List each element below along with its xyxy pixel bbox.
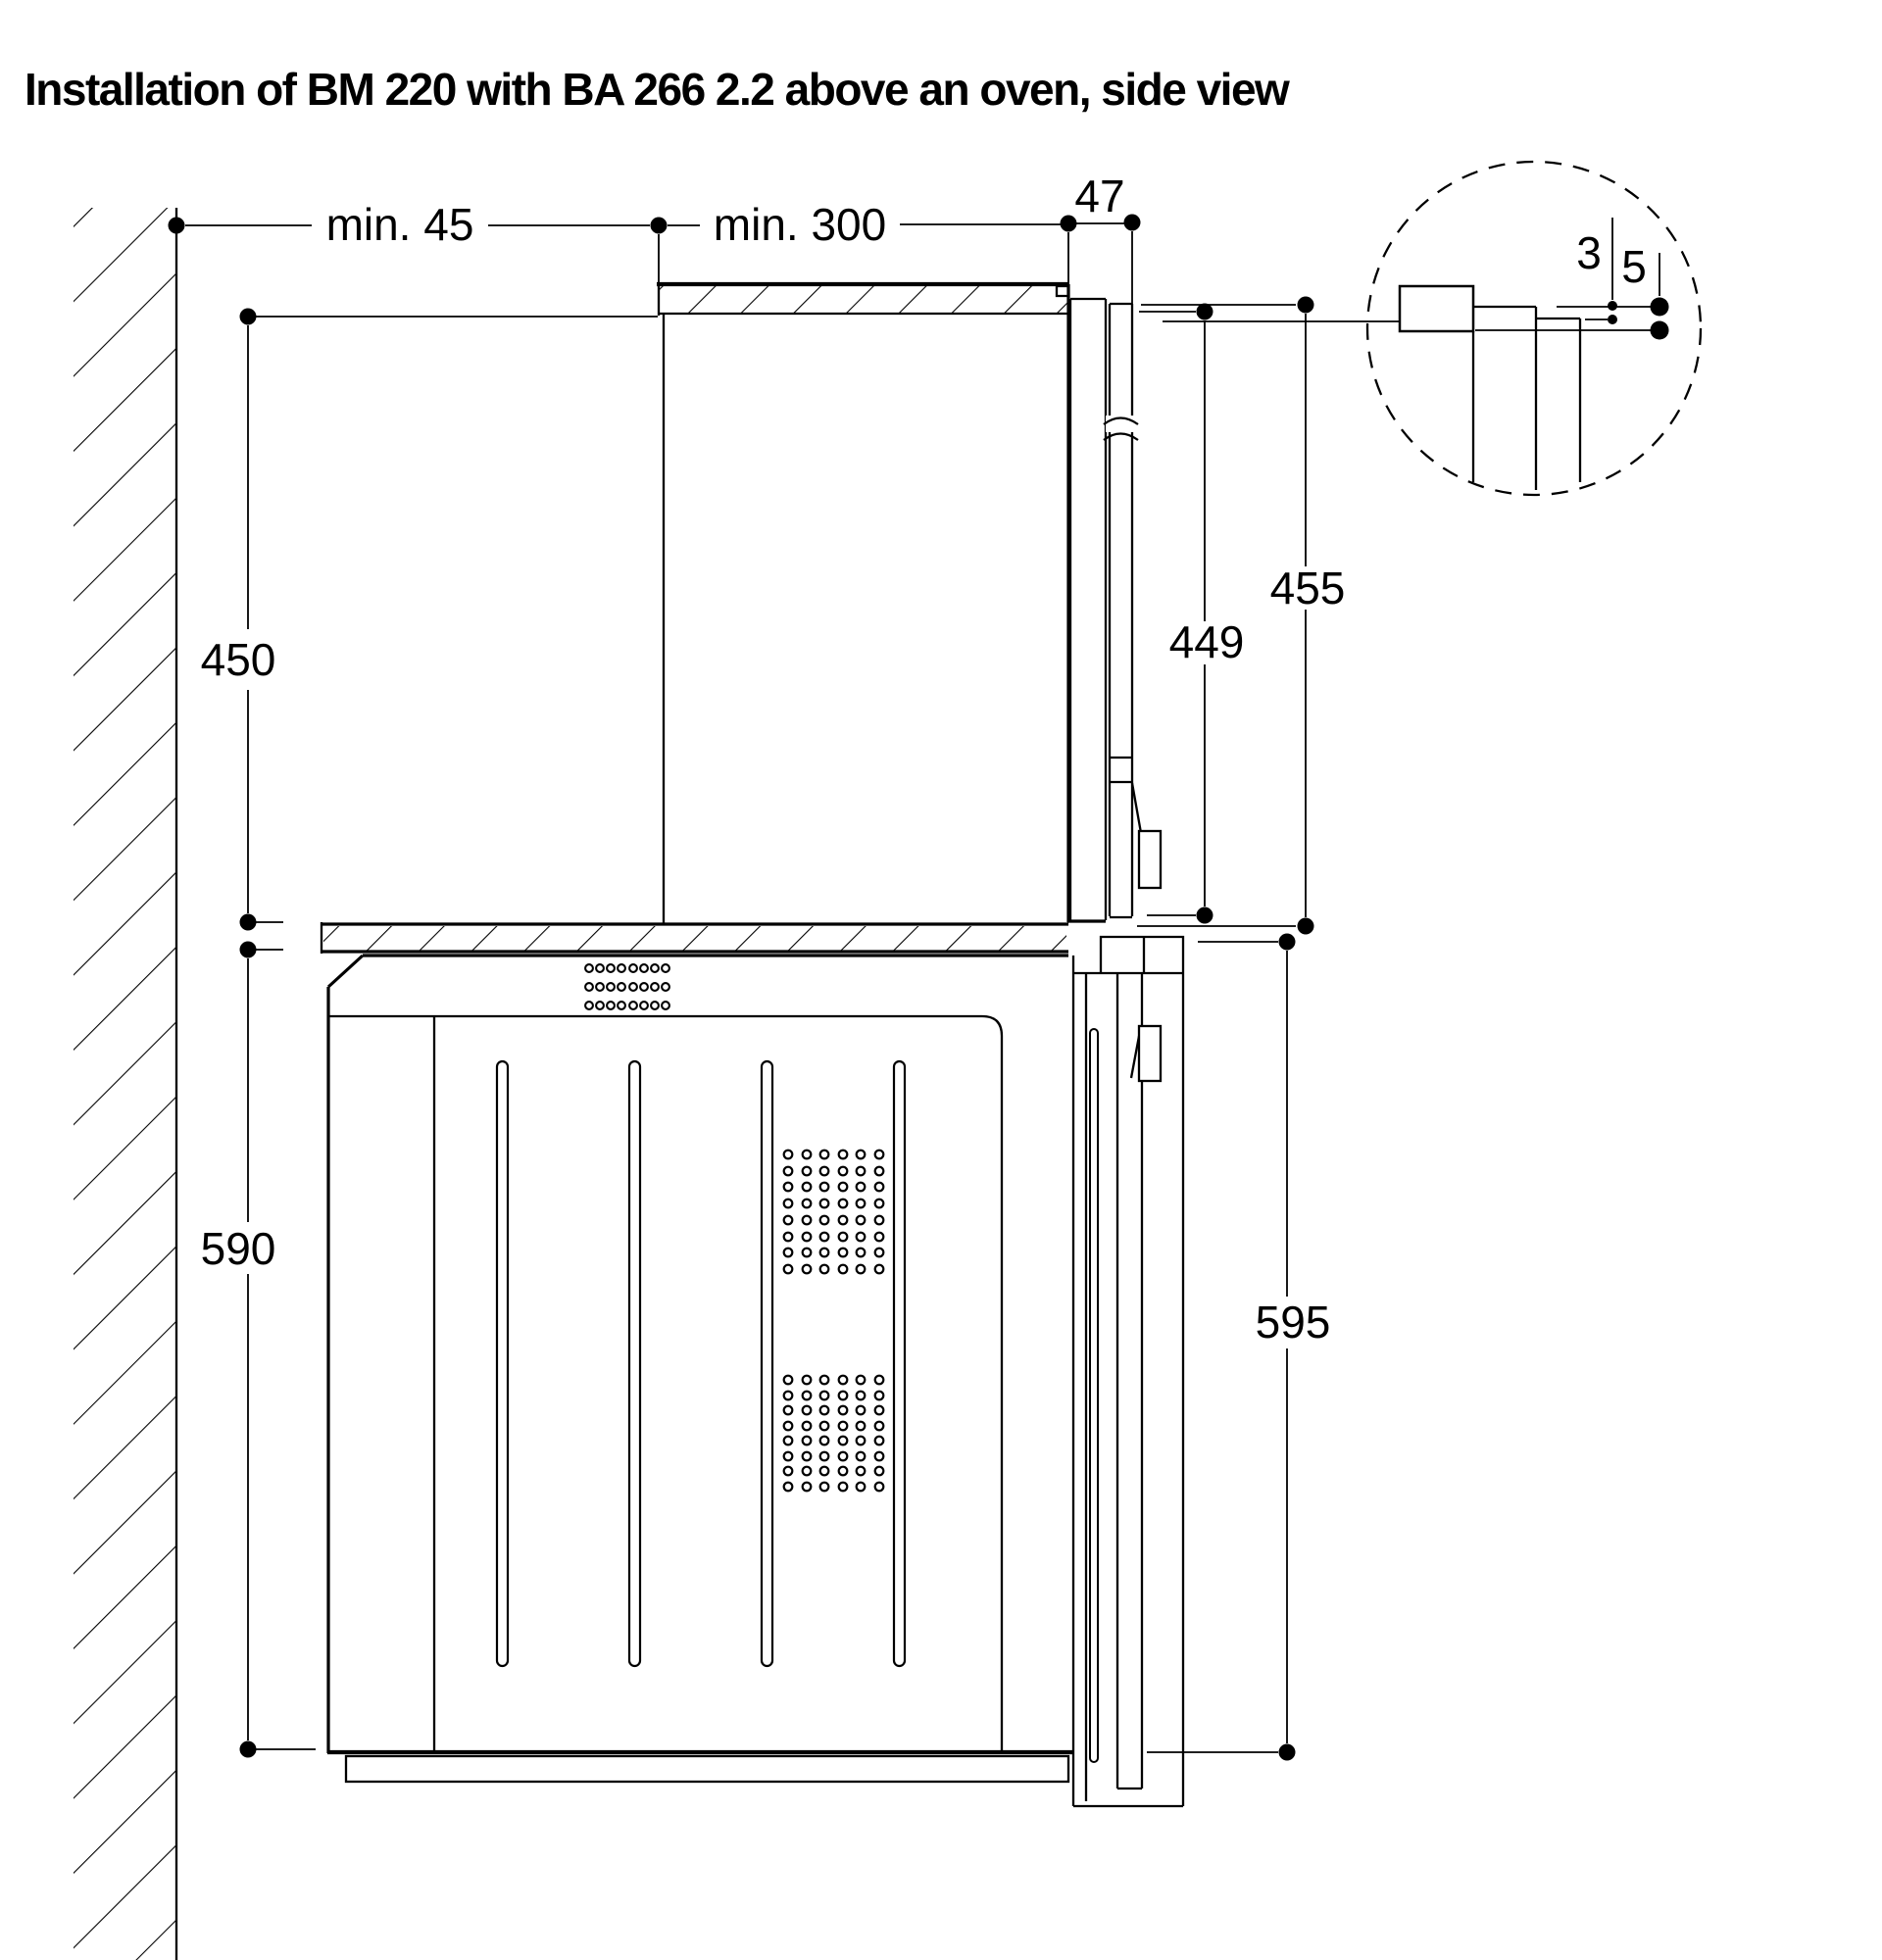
worktop xyxy=(240,922,1069,958)
dimension-5 xyxy=(1475,241,1669,340)
microwave-door-inner-panel xyxy=(1067,299,1106,921)
upper-shelf-hatch xyxy=(659,286,1068,313)
oven-door-vent-lower xyxy=(784,1376,884,1492)
oven-front-edge-stack xyxy=(1073,937,1183,1806)
dim-label-min-300: min. 300 xyxy=(713,199,887,250)
dim-label-5: 5 xyxy=(1621,241,1647,292)
microwave-door-handle xyxy=(1132,783,1161,888)
microwave-unit xyxy=(1057,284,1161,922)
dimension-455 xyxy=(1137,297,1345,935)
dimension-450 xyxy=(201,309,658,931)
plinth xyxy=(346,1756,1068,1782)
oven-door-edge-rib xyxy=(1090,1029,1098,1762)
dim-label-3: 3 xyxy=(1576,227,1602,278)
oven-door-handle xyxy=(1131,1026,1161,1081)
dim-label-min-45: min. 45 xyxy=(325,199,474,250)
dim-label-595: 595 xyxy=(1255,1297,1331,1348)
dimension-min-45 xyxy=(169,199,668,283)
dimension-595 xyxy=(1147,934,1330,1761)
dim-label-47: 47 xyxy=(1074,171,1125,221)
dimension-47 xyxy=(1068,171,1141,304)
dimension-min-300 xyxy=(668,199,1077,284)
dim-label-450: 450 xyxy=(200,634,276,685)
oven-top-bracket xyxy=(1073,937,1183,973)
dim-label-455: 455 xyxy=(1269,563,1346,613)
detail-worktop-section xyxy=(1400,286,1473,331)
page-title: Installation of BM 220 with BA 266 2.2 above an oven, side view xyxy=(25,64,1289,115)
dimension-590 xyxy=(201,958,316,1758)
wall-hatch xyxy=(74,208,176,1960)
detail-step-profile xyxy=(1473,307,1580,490)
oven-top-vent-grid xyxy=(585,964,669,1009)
upper-shelf xyxy=(657,282,1068,316)
microwave-door-front-panel xyxy=(1104,304,1138,917)
worktop-hatch xyxy=(323,926,1066,951)
oven-unit xyxy=(327,937,1183,1806)
dim-label-590: 590 xyxy=(200,1223,276,1274)
dim-label-449: 449 xyxy=(1168,616,1245,667)
oven-door-vent-upper xyxy=(784,1151,884,1274)
oven-carcass-outline xyxy=(328,956,1068,1753)
wall xyxy=(74,208,176,1960)
oven-door xyxy=(328,1016,1002,1752)
detail-view xyxy=(1367,162,1701,495)
door-step-lines xyxy=(1110,758,1132,782)
